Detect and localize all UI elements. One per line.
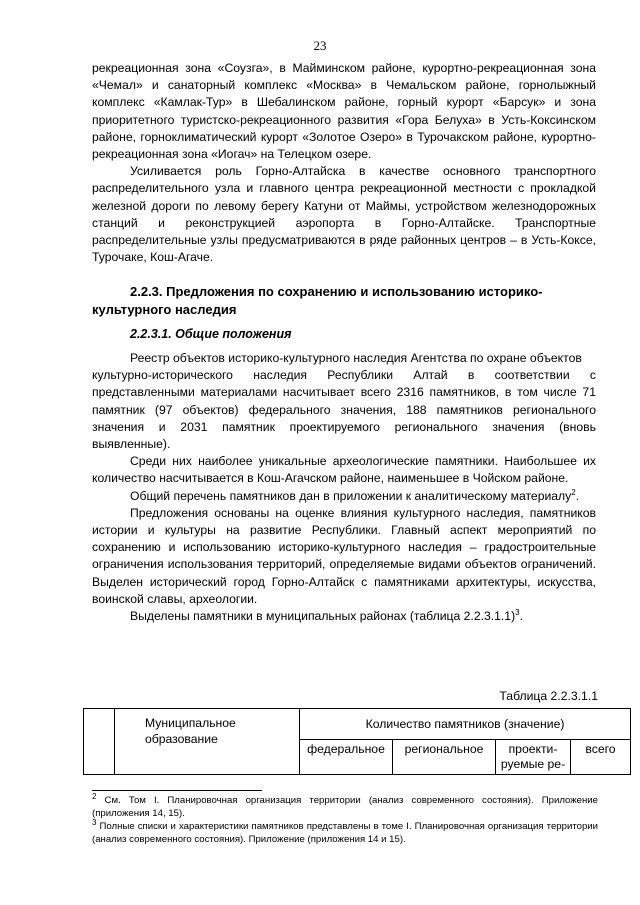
footnote-3-text: Полные списки и характеристики памятников представлены в томе I. Планировочная организация территории (анализ современного состояния). Приложение (приложения 14 и 15). xyxy=(92,821,598,845)
paragraph-archaeology: Среди них наиболее уникальные археологические памятники. Наибольшее их количество насчитывается в Кош-Агачском районе, наименьшее в Чойском районе. xyxy=(92,454,596,486)
footnote-2-mark: 2 xyxy=(92,791,97,801)
table-subheader-federal: федеральное xyxy=(300,740,393,775)
page-number: 23 xyxy=(313,38,327,53)
table-subheader-total: всего xyxy=(571,740,631,775)
footnote-3 xyxy=(92,818,598,846)
footnotes xyxy=(92,791,598,847)
table-subheader-projected: проекти-руемые ре- xyxy=(496,740,571,775)
body-text-top xyxy=(92,60,596,266)
footnote-divider xyxy=(92,790,262,791)
table-subheader-regional: региональное xyxy=(393,740,496,775)
footnote-2 xyxy=(92,791,598,820)
paragraph-districts-end: . xyxy=(519,609,523,624)
footnote-ref-2: 2 xyxy=(571,487,576,497)
section-heading-line2: культурного наследия xyxy=(92,302,237,317)
paragraph-districts xyxy=(92,608,596,625)
footnote-2-text: См. Том I. Планировочная организация территории (анализ современного состояния). Приложение (приложения 14, 15). xyxy=(92,795,598,819)
paragraph-districts-text: Выделены памятники в муниципальных районах (таблица 2.2.3.1.1) xyxy=(130,609,516,624)
body-text-main xyxy=(92,350,596,625)
section-heading xyxy=(92,283,600,319)
table-cell-index xyxy=(84,709,115,775)
monuments-table xyxy=(83,708,631,775)
subsection-heading: 2.2.3.1. Общие положения xyxy=(130,327,292,341)
paragraph-resorts: рекреационная зона «Соузга», в Майминском районе, курортно-рекреационная зона «Чемал» и санаторный комплекс «Москва» в Чемальском районе, горнолыжный комплекс «Камлак-Тур» в Шебалинском районе, горный курорт «Барсук» и зона приоритетного туристско-рекреационного развития «Гора Белуха» в Усть-Коксинском районе, горноклиматический курорт «Золотое Озеро» в Турочакском районе, курортно-рекреационная зона «Иогач» на Телецком озере. xyxy=(92,61,596,162)
paragraph-registry: культурно-исторического наследия Республики Алтай в соответствии с представленными материалами насчитывает всего 2316 памятников, в том числе 71 памятник (97 объектов) федерального значения, 188 памятников регионального значения и 2031 памятник проектируемого регионального значения (вновь выявленные). xyxy=(92,368,596,452)
paragraph-proposals: Предложения основаны на оценке влияния культурного наследия, памятников истории и культуры на развитие Республики. Главный аспект мероприятий по сохранению и использованию историко-культурного наследия – градостроительные ограничения использования территорий, определяемые видами объектов ограничений. Выделен исторический город Горно-Алтайск с памятниками архитектуры, искусства, воинской славы, археологии. xyxy=(92,505,596,606)
section-heading-line1: 2.2.3. Предложения по сохранению и использованию историко- xyxy=(130,284,543,299)
paragraph-appendix-text: Общий перечень памятников дан в приложении к аналитическому материалу xyxy=(130,488,572,503)
table-header-count: Количество памятников (значение) xyxy=(300,709,631,740)
footnote-3-mark: 3 xyxy=(92,818,97,827)
paragraph-appendix-end: . xyxy=(575,488,580,503)
paragraph-appendix xyxy=(92,488,596,505)
table-header-municipality: Муниципальное образование xyxy=(115,709,300,775)
footnote-ref-3: 3 xyxy=(515,607,520,617)
paragraph-transport: Усиливается роль Горно-Алтайска в качестве основного транспортного распределительного узла и главного центра рекреационной местности с прокладкой железной дороги по левому берегу Катуни от Маймы, устройством железнодорожных станций и реконструкцией аэропорта в Горно-Алтайске. Транспортные распределительные узлы предусматриваются в ряде районных центров – в Усть-Коксе, Турочаке, Кош-Агаче. xyxy=(92,164,596,265)
table-header-row xyxy=(84,709,631,740)
table-caption: Таблица 2.2.3.1.1 xyxy=(499,689,598,703)
paragraph-registry-line1: Реестр объектов историко-культурного наследия Агентства по охране объектов xyxy=(130,351,582,365)
